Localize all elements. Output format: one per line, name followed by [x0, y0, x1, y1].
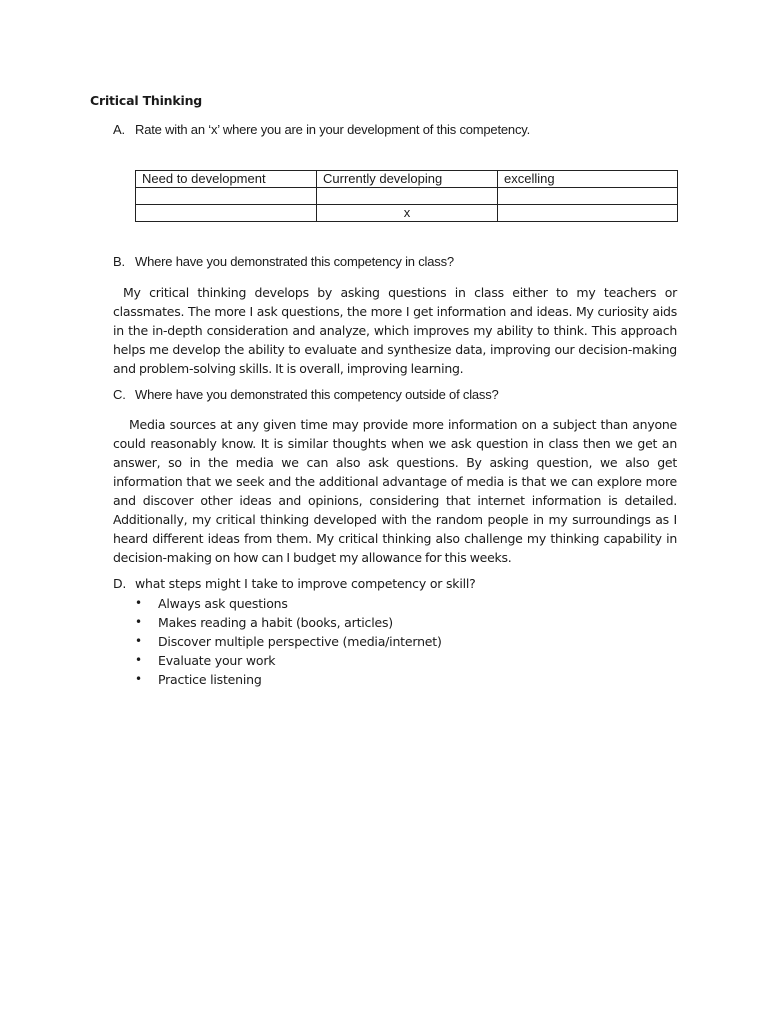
- question-a: [113, 122, 530, 137]
- rating-cell: [317, 188, 498, 205]
- list-item: [135, 670, 442, 689]
- rating-table-row: [136, 205, 678, 222]
- steps-list: [135, 594, 442, 689]
- rating-header-need: Need to development: [136, 171, 317, 188]
- question-b-text: Where have you demonstrated this competency in class?: [135, 254, 454, 269]
- rating-header-excelling: excelling: [498, 171, 678, 188]
- rating-table-header-row: [136, 171, 678, 188]
- bullet-icon: •: [135, 634, 142, 648]
- question-c: [113, 387, 499, 402]
- rating-cell: [136, 188, 317, 205]
- step-text: Practice listening: [158, 672, 262, 687]
- question-b: [113, 254, 454, 269]
- question-c-text: Where have you demonstrated this competency outside of class?: [135, 387, 499, 402]
- question-d-letter: D.: [113, 576, 127, 591]
- list-item: [135, 632, 442, 651]
- answer-b-paragraph: My critical thinking develops by asking questions in class either to my teachers or classmates. The more I ask questions, the more I get information and ideas. My curiosity aids in the in-depth consideration and analyze, which improves my ability to think. This approach helps me develop the ability to evaluate and synthesize data, improving our decision-making and problem-solving skills. It is overall, improving learning.: [113, 285, 677, 376]
- question-b-letter: B.: [113, 254, 125, 269]
- question-d-text: what steps might I take to improve competency or skill?: [135, 576, 476, 591]
- step-text: Evaluate your work: [158, 653, 276, 668]
- list-item: [135, 594, 442, 613]
- rating-cell-marked: x: [317, 205, 498, 222]
- rating-table: [135, 170, 678, 222]
- rating-cell: [498, 205, 678, 222]
- question-a-letter: A.: [113, 122, 125, 137]
- bullet-icon: •: [135, 596, 142, 610]
- question-a-text: Rate with an ‘x’ where you are in your development of this competency.: [135, 122, 530, 137]
- rating-table-row: [136, 188, 678, 205]
- step-text: Discover multiple perspective (media/internet): [158, 634, 442, 649]
- list-item: [135, 613, 442, 632]
- bullet-icon: •: [135, 615, 142, 629]
- page-title: Critical Thinking: [90, 93, 203, 108]
- question-c-letter: C.: [113, 387, 126, 402]
- step-text: Always ask questions: [158, 596, 288, 611]
- question-d: [113, 576, 476, 591]
- bullet-icon: •: [135, 672, 142, 686]
- answer-c-paragraph: Media sources at any given time may provide more information on a subject than anyone could reasonably know. It is similar thoughts when we ask question in class then we get an answer, so in the media we can also ask questions. By asking question, we also get information that we seek and the additional advantage of media is that we can explore more and discover other ideas and opinions, considering that internet information is detailed. Additionally, my critical thinking developed with the random people in my surroundings as I heard different ideas from them. My critical thinking also challenge my thinking capability in decision-making on how can I budget my allowance for this weeks.: [113, 417, 677, 565]
- list-item: [135, 651, 442, 670]
- rating-cell: [136, 205, 317, 222]
- step-text: Makes reading a habit (books, articles): [158, 615, 393, 630]
- bullet-icon: •: [135, 653, 142, 667]
- rating-header-developing: Currently developing: [317, 171, 498, 188]
- rating-cell: [498, 188, 678, 205]
